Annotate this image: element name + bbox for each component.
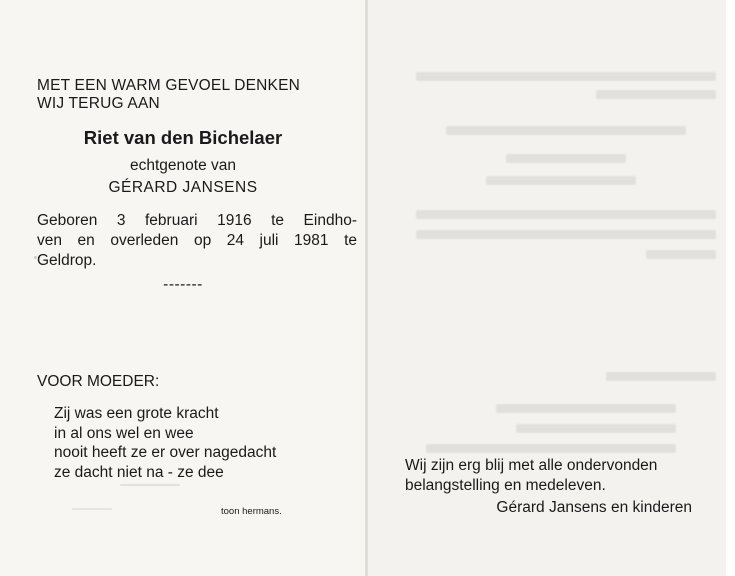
spouse-name: GÉRARD JANSENS [108,179,258,196]
paper-speck [72,508,112,510]
signature: Gérard Jansens en kinderen [496,499,692,516]
poem-line: nooit heeft ze er over nagedacht [54,444,277,461]
divider: ------- [163,276,203,293]
heading-line-1: MET EEN WARM GEVOEL DENKEN [37,77,301,94]
poem [54,404,276,482]
poem-line: Zij was een grote kracht [54,405,219,422]
heading-line-2: WIJ TERUG AAN [37,95,160,112]
poem-line: ze dacht niet na - ze dee [54,463,224,481]
biography-text [37,211,357,271]
bio-line: ven en overleden op 24 juli 1981 te [37,232,357,249]
thanks-line-1: Wij zijn erg blij met alle ondervonden [405,457,658,474]
poem-title: VOOR MOEDER: [37,373,160,390]
poem-author-credit: toon hermans. [221,506,282,517]
card-edge [726,0,735,576]
paper-speck [120,484,180,486]
thanks-line-2: belangstelling en medeleven. [405,477,606,494]
deceased-name: Riet van den Bichelaer [83,127,283,148]
bio-line: Geboren 3 februari 1916 te Eindho- [37,212,357,229]
spouse-label: echtgenote van [129,157,236,174]
poem-line: in al ons wel en wee [54,424,194,442]
bio-line: Geldrop. [37,252,97,269]
